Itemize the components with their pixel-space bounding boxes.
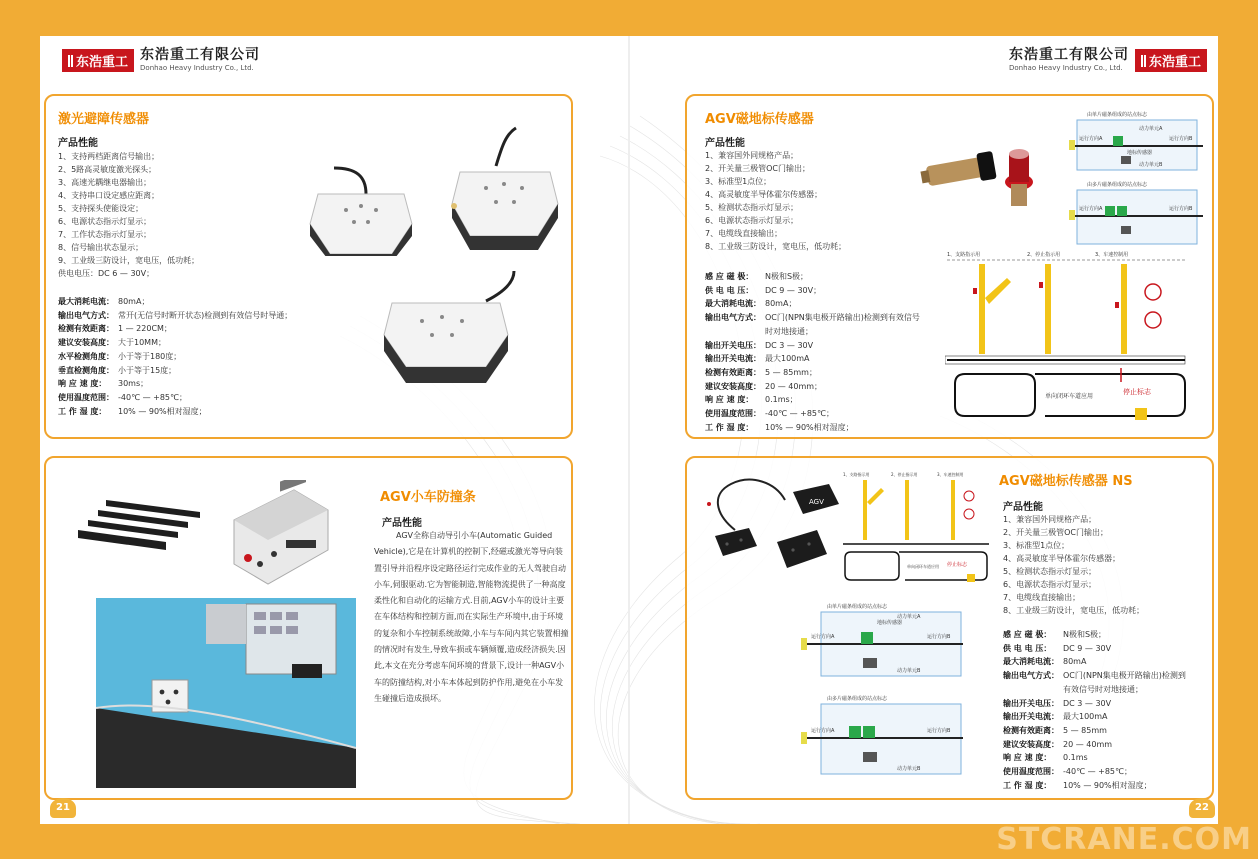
spec-key: 使用温度范围： (58, 392, 114, 402)
spec-value: 小于等于15度； (118, 365, 177, 375)
spec-value: 10% — 90%相对湿度； (118, 406, 207, 416)
feature-item: 6、电源状态指示灯显示； (705, 216, 799, 225)
spec-row (58, 336, 292, 350)
brand-name (140, 48, 260, 72)
spec-row (1003, 779, 1186, 793)
svg-text:1、支路指示用: 1、支路指示用 (843, 472, 870, 477)
svg-text:3、车速控制用: 3、车速控制用 (937, 472, 964, 477)
feature-item: 2、5路高灵敏度激光探头； (58, 165, 157, 174)
spec-row (705, 380, 920, 394)
feature-item: 2、开关量三极管OC门输出； (1003, 528, 1108, 537)
spec-key: 输出开关电压： (705, 340, 761, 350)
spec-value: -40℃ — +85℃； (118, 392, 188, 402)
spec-row (705, 284, 920, 298)
spec-row (1003, 738, 1186, 752)
spec-value: 大于10MM； (118, 338, 166, 348)
spec-row (58, 350, 292, 364)
feature-item: 2、开关量三极管OC门输出； (705, 164, 810, 173)
station-marker-diagrams (1057, 108, 1207, 248)
svg-text:地标传感器: 地标传感器 (1127, 150, 1153, 156)
spec-row (1003, 751, 1186, 765)
spec-value: 10% — 90%相对湿度； (1063, 780, 1152, 790)
bumper-panel (44, 456, 573, 800)
spec-key: 水平检测角度： (58, 351, 114, 361)
page-left (40, 36, 629, 824)
feature-item: 1、兼容国外同规格产品； (705, 151, 799, 160)
spec-row (1003, 669, 1186, 683)
svg-text:动力单元B: 动力单元B (1139, 162, 1163, 168)
spec-row (1003, 655, 1186, 669)
spec-row (58, 377, 292, 391)
spec-value: 1 — 220CM； (118, 324, 172, 334)
svg-text:运行方向A: 运行方向A (1079, 206, 1103, 212)
spec-value: OC门(NPN集电极开路输出)检测到 (1063, 671, 1186, 681)
spec-value: 有效信号时对地接通； (1063, 684, 1143, 694)
feature-item: 供电电压：DC 6 — 30V； (58, 269, 155, 278)
spec-key: 使用温度范围： (705, 409, 761, 419)
spec-value: 80mA (1063, 657, 1087, 667)
spec-value: 最大100mA (1063, 712, 1108, 722)
spec-value: DC 3 — 30V (765, 340, 814, 350)
svg-text:地标传感器: 地标传感器 (877, 620, 903, 626)
spec-key: 输出开关电压： (1003, 698, 1059, 708)
spec-row (58, 309, 292, 323)
svg-text:2、停止指示用: 2、停止指示用 (891, 472, 918, 477)
magnetic-sensor-photos (919, 146, 1049, 216)
spec-row (1003, 642, 1186, 656)
magnetic-ns-title: AGV磁地标传感器 NS (999, 474, 1133, 489)
agv-cart-image (224, 480, 334, 590)
magnetic-sensor-panel (685, 94, 1214, 439)
spec-value: 80mA； (765, 299, 797, 309)
feature-item: 5、检测状态指示灯显示； (1003, 567, 1097, 576)
spec-value: 0.1ms (1063, 753, 1088, 763)
svg-text:停止标志: 停止标志 (947, 562, 968, 568)
spec-key: 建议安装高度： (705, 381, 761, 391)
brochure-spread (40, 36, 1218, 824)
spec-key: 输出开关电流： (705, 354, 761, 364)
svg-text:3、车速控制用: 3、车速控制用 (1095, 252, 1129, 258)
spec-value: DC 9 — 30V (1063, 643, 1112, 653)
magnetic-feature-list (705, 149, 846, 253)
spec-key (1003, 683, 1063, 697)
spec-key: 供 电 电 压： (705, 285, 754, 295)
left-header-brand (62, 48, 260, 72)
spec-value: N极和S极； (1063, 630, 1107, 639)
spec-row (705, 421, 920, 435)
spec-key: 供 电 电 压： (1003, 643, 1052, 653)
spec-key: 使用温度范围： (1003, 767, 1059, 777)
svg-text:运行方向A: 运行方向A (811, 728, 835, 734)
spec-row (58, 364, 292, 378)
company-name-en: Donhao Heavy Industry Co., Ltd. (140, 64, 254, 72)
laser-sensor-image-1 (306, 166, 416, 256)
feature-item: 8、信号输出状态显示； (58, 243, 144, 252)
feature-item: 8、工业级三防设计，宽电压，低功耗； (705, 242, 847, 251)
spec-value: 时对地接通； (765, 326, 813, 336)
laser-subtitle: 产品性能 (58, 138, 98, 149)
laser-spec-list (58, 295, 292, 418)
spec-value: 最大100mA (765, 354, 810, 364)
spec-key: 建议安装高度： (58, 338, 114, 348)
svg-text:AGV: AGV (809, 498, 824, 506)
feature-item: 7、工作状态指示灯显示； (58, 230, 152, 239)
spec-key: 垂直检测角度： (58, 365, 114, 375)
spec-row (1003, 765, 1186, 779)
feature-item: 5、检测状态指示灯显示； (705, 203, 799, 212)
feature-item: 3、标准型1点位； (705, 177, 772, 186)
svg-text:动力单元B: 动力单元B (897, 766, 921, 772)
spec-row (705, 339, 920, 353)
spec-key: 最大消耗电流： (705, 299, 761, 309)
svg-text:运行方向B: 运行方向B (1169, 206, 1193, 212)
ns-sensor-photos (705, 474, 841, 584)
svg-text:运行方向A: 运行方向A (1079, 136, 1103, 142)
company-name: 东浩重工有限公司 (140, 47, 261, 63)
spec-key: 感 应 磁 极： (705, 272, 754, 281)
svg-text:动力单元A: 动力单元A (1139, 126, 1163, 132)
spec-value: 0.1ms； (765, 395, 798, 405)
spec-key: 检测有效距离： (705, 367, 761, 377)
bumper-strips-image (70, 498, 210, 558)
spec-value: -40℃ — +85℃； (1063, 767, 1133, 777)
bumper-description: AGV全称自动导引小车(Automatic Guided Vehicle),它是在计算机的控制下,经磁或激光等导向装置引导并沿程序设定路径运行完成作业的无人驾驶自动小车,伺服驱动.它为智能制造,智能物流提供了一种高度柔性化和自动化的运输方式.目前,AGV小车的设计主要在车体结构和控制方面,而在实际生产环境中,由于环境的复杂和小车控制系统故障,小车与车间内其它装置相撞的情况时有发生,导致车损或车辆倾覆,造成经济损失.因此,本文在充分考虑车间环境的背景下,设计一种AGV小车的防撞结构,对小车本体起到防护作用,避免在小车发生碰撞后造成损坏。 (374, 531, 569, 703)
laser-sensor-image-3 (376, 271, 516, 391)
spec-value: 80mA； (118, 297, 150, 306)
agv-bumper-photo (96, 598, 356, 788)
svg-text:运行方向B: 运行方向B (927, 728, 951, 734)
spec-value: -40℃ — +85℃； (765, 409, 835, 419)
magnetic-spec-list (705, 270, 920, 434)
right-header-brand (1009, 48, 1207, 72)
magnetic-ns-panel (685, 456, 1214, 800)
magnetic-ns-spec-list (1003, 628, 1186, 792)
spec-key: 响 应 速 度： (1003, 753, 1052, 763)
svg-text:动力单元A: 动力单元A (897, 614, 921, 620)
ns-track-diagram (843, 470, 989, 590)
page-number-right: 22 (1189, 798, 1215, 818)
company-name: 东浩重工有限公司 (1009, 47, 1129, 63)
spec-key: 工 作 湿 度： (1003, 780, 1052, 790)
multi-strip-title: 由多片磁条组成的站点标志 (1087, 182, 1148, 188)
spec-row (705, 407, 920, 421)
magnetic-title: AGV磁地标传感器 (705, 112, 814, 127)
spec-key: 最大消耗电流： (58, 297, 114, 306)
spec-key (705, 325, 765, 339)
brand-badge: 东浩重工 (1135, 49, 1207, 72)
spec-row (705, 352, 920, 366)
ns-station-diagrams (797, 600, 967, 784)
svg-text:由多片磁条组成的站点标志: 由多片磁条组成的站点标志 (827, 696, 888, 702)
spec-row (705, 311, 920, 325)
spec-row (58, 405, 292, 419)
feature-item: 5、支持探头使能设定； (58, 204, 144, 213)
spec-row (705, 270, 920, 284)
spec-value: 常开(无信号时断开状态)检测到有效信号时导通； (118, 310, 293, 320)
spec-key: 检测有效距离： (1003, 725, 1059, 735)
bumper-title: AGV小车防撞条 (380, 490, 476, 505)
spec-value: 5 — 85mm (1063, 725, 1107, 735)
feature-item: 9、工业级三防设计，宽电压，低功耗； (58, 256, 200, 265)
spec-row (58, 322, 292, 336)
svg-text:由单片磁条组成的站点标志: 由单片磁条组成的站点标志 (827, 604, 888, 610)
spec-row (58, 391, 292, 405)
spec-key: 检测有效距离： (58, 324, 114, 334)
laser-feature-list (58, 150, 199, 280)
spec-key: 建议安装高度： (1003, 739, 1059, 749)
feature-item: 4、高灵敏度半导体霍尔传感器； (1003, 554, 1121, 563)
svg-text:单向闭环车道应用: 单向闭环车道应用 (1045, 393, 1094, 400)
spec-key: 响 应 速 度： (58, 379, 107, 389)
site-watermark: STCRANE.COM (996, 822, 1252, 857)
spec-row (705, 325, 920, 339)
brand-badge: 东浩重工 (62, 49, 134, 72)
spec-value: 20 — 40mm； (765, 381, 823, 391)
spec-key: 工 作 湿 度： (58, 406, 107, 416)
svg-text:动力单元B: 动力单元B (897, 668, 921, 674)
spec-value: DC 3 — 30V (1063, 698, 1112, 708)
laser-sensor-panel (44, 94, 573, 439)
svg-text:运行方向B: 运行方向B (1169, 136, 1193, 142)
feature-item: 6、电源状态指示灯显示； (58, 217, 152, 226)
spec-row (705, 393, 920, 407)
spec-row (705, 297, 920, 311)
spec-value: 20 — 40mm (1063, 739, 1113, 749)
svg-text:运行方向B: 运行方向B (927, 634, 951, 640)
svg-text:运行方向A: 运行方向A (811, 634, 835, 640)
feature-item: 4、高灵敏度半导体霍尔传感器； (705, 190, 823, 199)
magnetic-subtitle: 产品性能 (705, 138, 745, 149)
feature-item: 7、电缆线直接输出； (705, 229, 783, 238)
spec-value: 小于等于180度； (118, 351, 182, 361)
spec-value: N极和S极； (765, 272, 809, 281)
svg-text:1、支路指示用: 1、支路指示用 (947, 252, 981, 258)
feature-item: 1、支持两档距离信号输出； (58, 152, 160, 161)
spec-value: 5 — 85mm； (765, 367, 817, 377)
feature-item: 6、电源状态指示灯显示； (1003, 580, 1097, 589)
svg-text:单向闭环车道应用: 单向闭环车道应用 (907, 564, 939, 569)
feature-item: 7、电缆线直接输出； (1003, 593, 1081, 602)
feature-item: 4、支持串口设定感应距离； (58, 191, 160, 200)
spec-key: 输出开关电流： (1003, 712, 1059, 722)
laser-title: 激光避障传感器 (58, 112, 150, 127)
spec-key: 工 作 湿 度： (705, 422, 754, 432)
bumper-subtitle: 产品性能 (382, 518, 422, 529)
spec-row (58, 295, 292, 309)
feature-item: 1、兼容国外同规格产品； (1003, 515, 1097, 524)
spec-row (1003, 710, 1186, 724)
page-right (629, 36, 1218, 824)
spec-row (1003, 628, 1186, 642)
spec-value: DC 9 — 30V； (765, 285, 822, 295)
feature-item: 3、标准型1点位； (1003, 541, 1070, 550)
spec-value: 10% — 90%相对湿度； (765, 422, 854, 432)
spec-row (1003, 697, 1186, 711)
feature-item: 3、高速光耦继电器输出； (58, 178, 152, 187)
feature-item: 8、工业级三防设计，宽电压，低功耗； (1003, 606, 1145, 615)
magnetic-ns-subtitle: 产品性能 (1003, 502, 1043, 513)
spec-key: 输出电气方式： (58, 310, 114, 320)
spec-key: 感 应 磁 极： (1003, 630, 1052, 639)
brand-name (1009, 48, 1129, 72)
spec-key: 输出电气方式： (1003, 671, 1059, 681)
page-number-left: 21 (50, 798, 76, 818)
spec-row (705, 366, 920, 380)
track-application-diagram (945, 248, 1209, 428)
spec-row (1003, 724, 1186, 738)
spec-key: 最大消耗电流： (1003, 657, 1059, 667)
single-strip-title: 由单片磁条组成的站点标志 (1087, 112, 1148, 118)
svg-text:2、停止指示用: 2、停止指示用 (1027, 252, 1061, 258)
spec-row (1003, 683, 1186, 697)
spec-key: 输出电气方式： (705, 313, 761, 323)
spec-key: 响 应 速 度： (705, 395, 754, 405)
spec-value: OC门(NPN集电极开路输出)检测到有效信号 (765, 313, 920, 323)
company-name-en: Donhao Heavy Industry Co., Ltd. (1009, 64, 1123, 72)
svg-text:停止标志: 停止标志 (1123, 388, 1151, 396)
spec-value: 30ms； (118, 379, 149, 389)
laser-sensor-image-2 (446, 126, 566, 266)
magnetic-ns-feature-list (1003, 513, 1144, 617)
